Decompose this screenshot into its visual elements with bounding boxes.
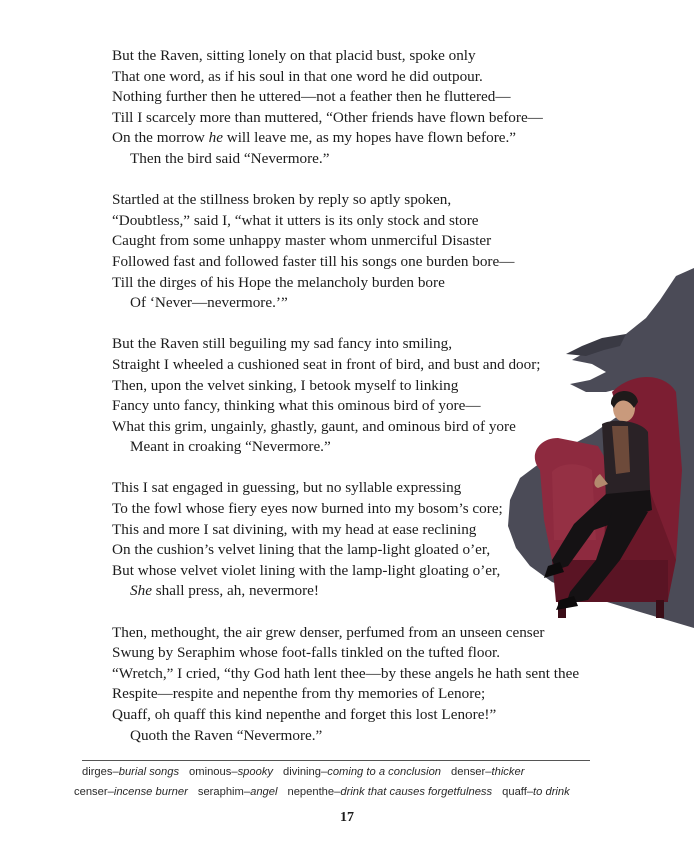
poem-line	[112, 417, 582, 438]
line-text: On the cushion’s velvet lining that the lamp-light gloated o’er,	[112, 541, 491, 559]
glossary-definition: drink that causes forgetfulness	[340, 786, 493, 798]
poem-line	[112, 726, 582, 747]
line-text: will leave me, as my hopes have flown before.”	[222, 129, 517, 147]
line-text: What this grim, ungainly, ghastly, gaunt, and ominous bird of yore	[112, 417, 516, 435]
glossary-definition: angel	[250, 786, 278, 798]
poem-line	[112, 684, 582, 705]
poem-line	[112, 252, 582, 273]
glossary-entry: dirges–burial songs	[82, 766, 180, 778]
stanza	[112, 334, 582, 458]
line-text: Quoth the Raven “Nevermore.”	[130, 726, 323, 744]
italic-text: he	[208, 129, 223, 147]
poem-line	[112, 561, 582, 582]
line-text: shall press, ah, nevermore!	[151, 582, 319, 600]
line-text: Quaff, oh quaff this kind nepenthe and forget this lost Lenore!”	[112, 706, 497, 723]
glossary-word: nepenthe	[287, 786, 335, 798]
poem-line	[112, 355, 582, 376]
line-text: Meant in croaking “Nevermore.”	[130, 438, 331, 456]
poem-line	[112, 499, 582, 520]
poem-line	[112, 334, 582, 355]
line-text: Then, methought, the air grew denser, perfumed from an unseen censer	[112, 623, 545, 641]
glossary-word: dirges	[82, 766, 113, 778]
line-text: Followed fast and followed faster till his songs one burden bore—	[112, 252, 515, 270]
line-text: Straight I wheeled a cushioned seat in front of bird, and bust and door;	[112, 355, 541, 373]
line-text: That one word, as if his soul in that one word he did outpour.	[112, 67, 483, 85]
line-text: But the Raven still beguiling my sad fancy into smiling,	[112, 335, 452, 353]
glossary-row	[74, 762, 594, 782]
poem-line	[112, 231, 582, 252]
poem-line	[112, 108, 582, 129]
poem-line	[112, 478, 582, 499]
line-text: Then, upon the velvet sinking, I betook myself to linking	[112, 376, 459, 394]
line-text: This and more I sat divining, with my head at ease reclining	[112, 520, 477, 538]
line-text: “Doubtless,” said I, “what it utters is its only stock and store	[112, 211, 479, 229]
line-text: Respite—respite and nepenthe from thy memories of Lenore;	[112, 685, 486, 703]
poem-line	[112, 396, 582, 417]
glossary-definition: thicker	[491, 766, 525, 778]
stanza	[112, 478, 582, 602]
glossary	[74, 762, 594, 802]
glossary-word: censer	[74, 786, 108, 798]
glossary-word: ominous	[189, 766, 232, 778]
glossary-entry: seraphim–angel	[197, 786, 278, 798]
glossary-entry: censer–incense burner	[74, 786, 188, 798]
line-text: But whose velvet violet lining with the lamp-light gloating o’er,	[112, 561, 501, 579]
glossary-entry: nepenthe–drink that causes forgetfulness	[287, 786, 493, 798]
line-text: But the Raven, sitting lonely on that placid bust, spoke only	[112, 47, 476, 64]
poem-line	[112, 540, 582, 561]
glossary-definition: incense burner	[113, 786, 188, 798]
line-text: On the morrow	[112, 129, 209, 147]
poem-line	[112, 293, 582, 314]
glossary-definition: coming to a conclusion	[327, 766, 442, 778]
line-text: Fancy unto fancy, thinking what this ominous bird of yore—	[112, 397, 481, 415]
glossary-row	[74, 782, 594, 802]
poem-line	[112, 149, 582, 170]
poem-line	[112, 87, 582, 108]
glossary-word: denser	[451, 766, 486, 778]
poem-line	[112, 376, 582, 397]
line-text: Then the bird said “Nevermore.”	[130, 149, 330, 167]
line-text: “Wretch,” I cried, “thy God hath lent thee—by these angels he hath sent thee	[112, 664, 580, 682]
poem-line	[112, 643, 582, 664]
line-text: Till the dirges of his Hope the melancholy burden bore	[112, 273, 445, 291]
poem-line	[112, 520, 582, 541]
glossary-entry: ominous–spooky	[189, 766, 274, 778]
line-text: Of ‘Never—nevermore.’”	[130, 294, 288, 312]
poem-line	[112, 273, 582, 294]
line-text: This I sat engaged in guessing, but no syllable expressing	[112, 479, 462, 497]
line-text: Caught from some unhappy master whom unmerciful Disaster	[112, 232, 492, 250]
glossary-entry: divining–coming to a conclusion	[283, 766, 442, 778]
glossary-entry: denser–thicker	[451, 766, 525, 778]
page-number: 17	[340, 810, 354, 825]
stanza	[112, 623, 582, 747]
poem-line	[112, 664, 582, 685]
poem-line	[112, 190, 582, 211]
line-text: To the fowl whose fiery eyes now burned into my bosom’s core;	[112, 500, 503, 518]
poem-line	[112, 581, 582, 602]
glossary-word: divining	[283, 766, 321, 778]
glossary-word: seraphim	[197, 786, 244, 798]
line-text: Startled at the stillness broken by reply so aptly spoken,	[112, 191, 452, 209]
italic-text: She	[130, 582, 152, 600]
glossary-entry: quaff–to drink	[502, 786, 570, 798]
poem-line	[112, 46, 582, 67]
line-text: Swung by Seraphim whose foot-falls tinkled on the tufted floor.	[112, 644, 501, 662]
poem-line	[112, 623, 582, 644]
poem-line	[112, 437, 582, 458]
glossary-word: quaff	[502, 786, 527, 798]
poem-line	[112, 67, 582, 88]
glossary-definition: spooky	[237, 766, 274, 778]
glossary-divider	[82, 760, 590, 761]
poem-line	[112, 128, 582, 149]
glossary-definition: burial songs	[118, 766, 180, 778]
stanza	[112, 190, 582, 314]
poem-line	[112, 211, 582, 232]
glossary-definition: to drink	[533, 786, 570, 798]
line-text: Till I scarcely more than muttered, “Other friends have flown before—	[112, 108, 543, 126]
stanza	[112, 46, 582, 170]
poem-line	[112, 705, 582, 726]
line-text: Nothing further then he uttered—not a feather then he fluttered—	[112, 88, 511, 106]
poem-text	[112, 46, 582, 767]
